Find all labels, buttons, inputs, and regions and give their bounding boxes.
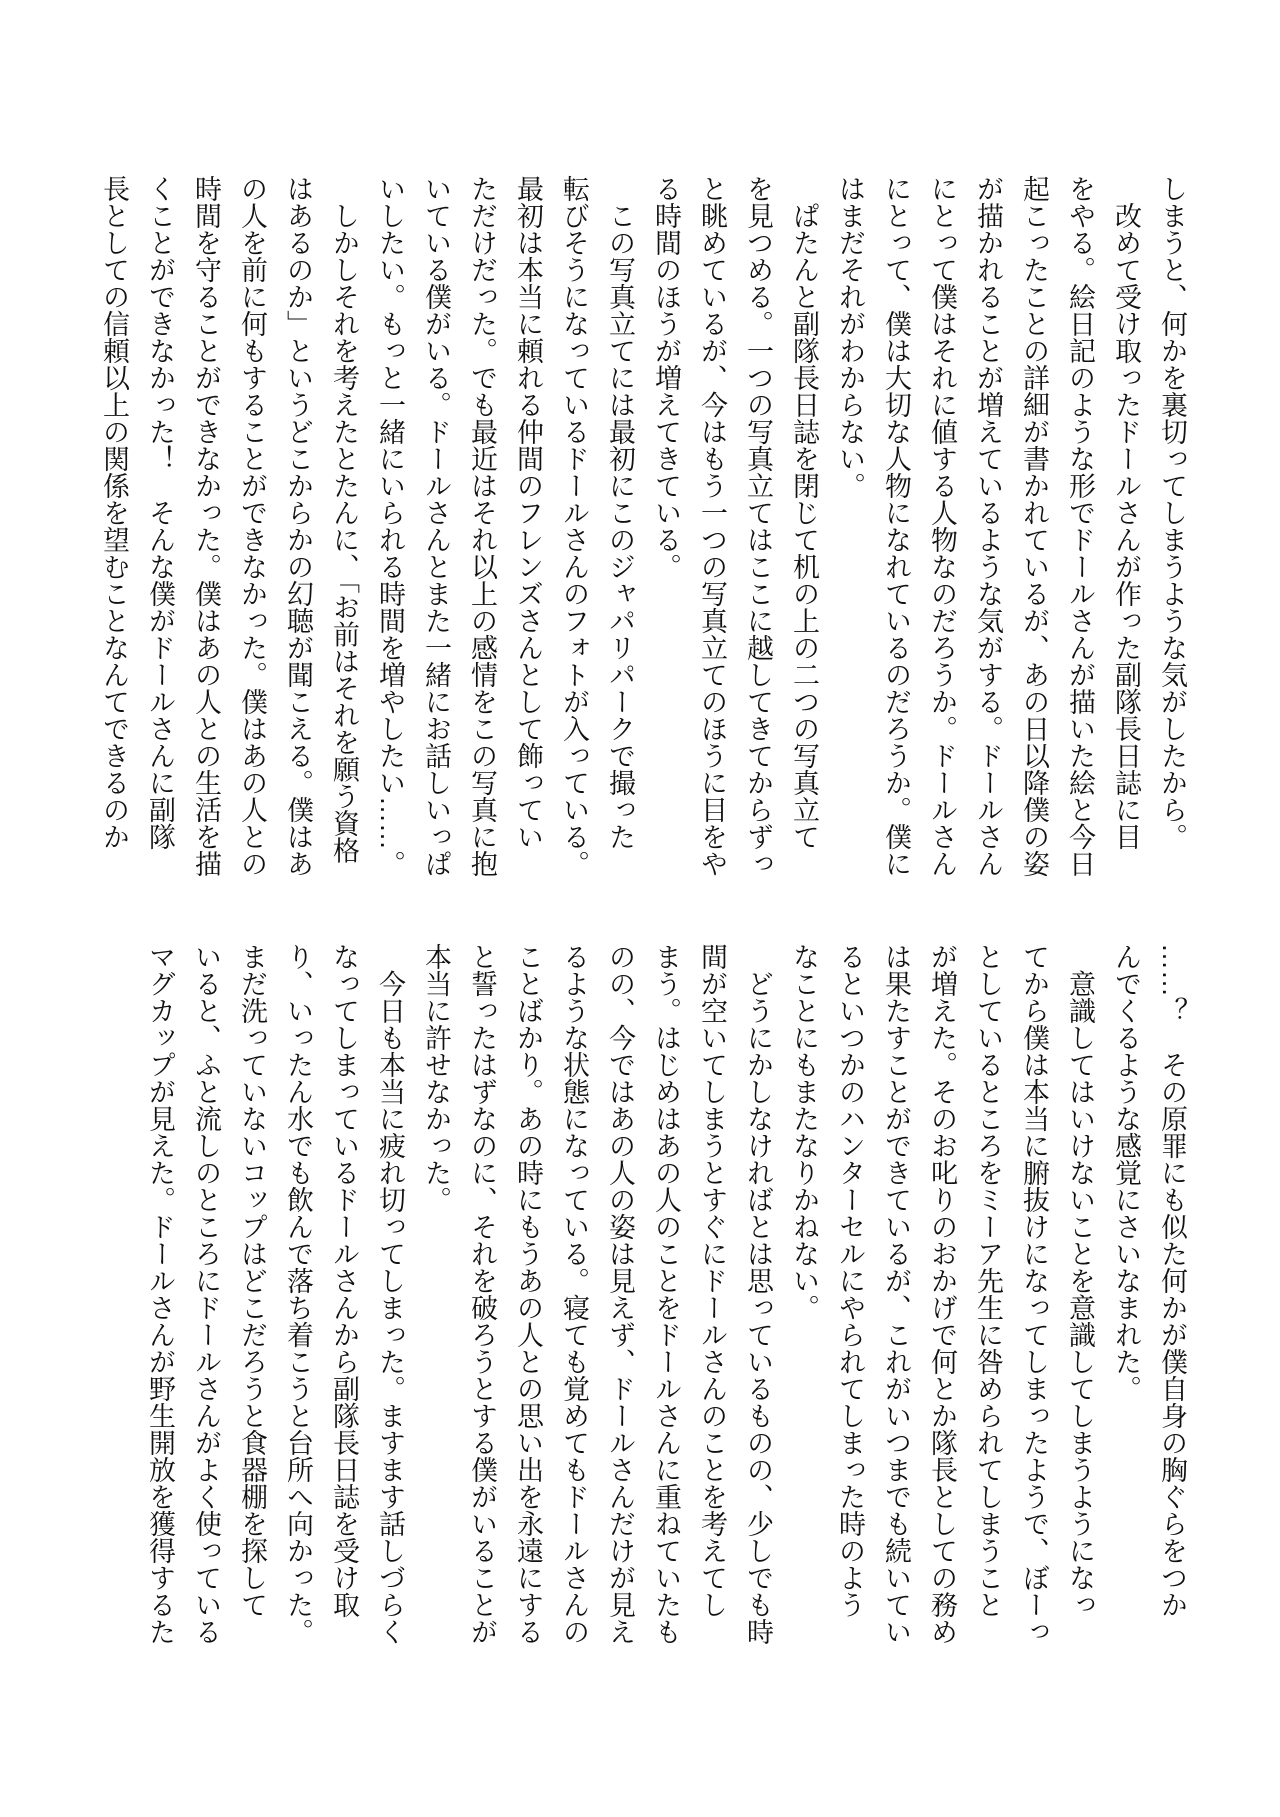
text-column: 長としての信頼以上の関係を望むことなんてできるのか [99,175,129,850]
text-column: ぱたんと副隊長日誌を閉じて机の上の二つの写真立て [789,175,819,850]
text-column: は果たすことができているが、これがいつまでも続いてい [881,943,911,1645]
text-column: 改めて受け取ったドールさんが作った副隊長日誌に目 [1111,175,1141,850]
text-column: を見つめる。一つの写真立てはここに越してきてからずっ [743,175,773,877]
text-column: のの、今ではあの人の姿は見えず、ドールさんだけが見え [605,943,635,1645]
text-column: 起こったことの詳細が書かれているが、あの日以降僕の姿 [1019,175,1049,877]
text-column: しかしそれを考えたとたんに、「お前はそれを願う資格 [329,175,359,864]
text-column: んでくるような感覚にさいなまれた。 [1111,943,1141,1402]
text-column: いると、ふと流しのところにドールさんがよく使っている [191,943,221,1645]
text-block-top [91,175,1195,891]
text-column: る時間のほうが増えてきている。 [651,175,681,580]
text-column: ことばかり。あの時にもうあの人との思い出を永遠にする [513,943,543,1645]
text-column: いている僕がいる。ドールさんとまた一緒にお話しいっぱ [421,175,451,877]
text-column: マグカップが見えた。ドールさんが野生開放を獲得するた [145,943,175,1645]
text-column: 間が空いてしまうとすぐにドールさんのことを考えてし [697,943,727,1618]
text-column: をやる。絵日記のような形でドールさんが描いた絵と今日 [1065,175,1095,877]
text-column: なことにもまたなりかねない。 [789,943,819,1321]
text-column: 意識してはいけないことを意識してしまうようになっ [1065,943,1095,1618]
text-column: ……？ その原罪にも似た何かが僕自身の胸ぐらをつか [1157,943,1187,1618]
text-column: 最初は本当に頼れる仲間のフレンズさんとして飾ってい [513,175,543,850]
text-block-bottom [137,943,1195,1659]
text-column: てから僕は本当に腑抜けになってしまったようで、ぼーっ [1019,943,1049,1645]
text-column: この写真立てには最初にこのジャパリパークで撮った [605,175,635,850]
text-column: はあるのか」というどこからかの幻聴が聞こえる。僕はあ [283,175,313,877]
text-column: しまうと、何かを裏切ってしまうような気がしたから。 [1157,175,1187,850]
text-column: どうにかしなければとは思っているものの、少しでも時 [743,943,773,1645]
text-column: と眺めているが、今はもう一つの写真立てのほうに目をや [697,175,727,877]
text-column: まだ洗っていないコップはどこだろうと食器棚を探して [237,943,267,1618]
text-column: くことができなかった！ そんな僕がドールさんに副隊 [145,175,175,850]
text-column: と誓ったはずなのに、それを破ろうとする僕がいることが [467,943,497,1645]
text-column: が描かれることが増えているような気がする。ドールさん [973,175,1003,877]
text-column: ただけだった。でも最近はそれ以上の感情をこの写真に抱 [467,175,497,877]
text-column: いしたい。もっと一緒にいられる時間を増やしたい……。 [375,175,405,877]
text-column: なってしまっているドールさんから副隊長日誌を受け取 [329,943,359,1618]
text-column: としているところをミーア先生に咎められてしまうこと [973,943,1003,1618]
text-column: はまだそれがわからない。 [835,175,865,499]
text-column: の人を前に何もすることができなかった。僕はあの人との [237,175,267,877]
text-column: 本当に許せなかった。 [421,943,451,1213]
text-column: 転びそうになっているドールさんのフォトが入っている。 [559,175,589,877]
text-column: 時間を守ることができなかった。僕はあの人との生活を描 [191,175,221,877]
text-column: にとって、僕は大切な人物になれているのだろうか。僕に [881,175,911,877]
text-column: 今日も本当に疲れ切ってしまった。ますます話しづらく [375,943,405,1645]
text-column: るような状態になっている。寝ても覚めてもドールさんの [559,943,589,1645]
text-column: るといつかのハンターセルにやられてしまった時のよう [835,943,865,1618]
text-column: が増えた。そのお叱りのおかげで何とか隊長としての務め [927,943,957,1645]
text-column: まう。はじめはあの人のことをドールさんに重ねていたも [651,943,681,1645]
text-column: り、いったん水でも飲んで落ち着こうと台所へ向かった。 [283,943,313,1645]
text-column: にとって僕はそれに値する人物なのだろうか。ドールさん [927,175,957,877]
